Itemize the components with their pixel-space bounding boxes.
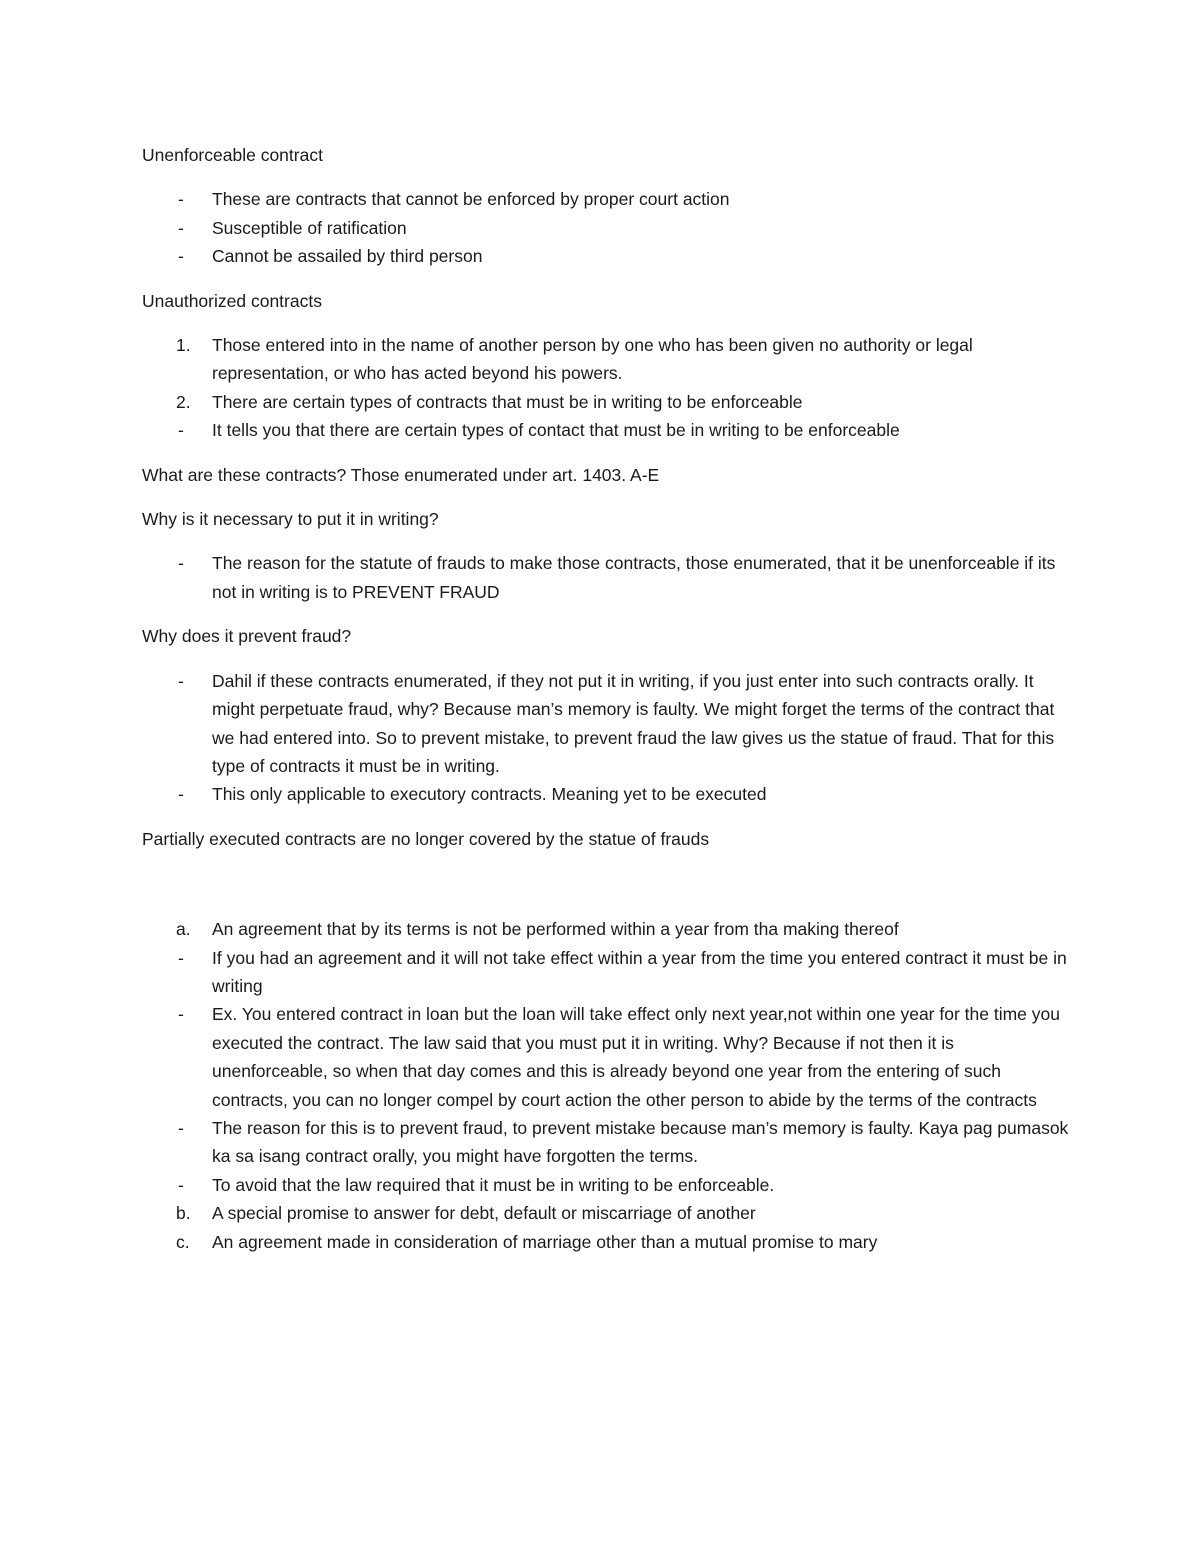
bullet-list (142, 549, 1072, 606)
numbered-list (142, 331, 1072, 445)
list-item (142, 416, 1072, 444)
list-item-text: Dahil if these contracts enumerated, if they not put it in writing, if you just enter into such contracts orally. It might perpetuate fraud, why? Because man’s memory is faulty. We might forget the terms of the contract that we had entered into. So to prevent mistake, to prevent fraud the law gives us the statue of fraud. That for this type of contracts it must be in writing. (212, 670, 1055, 776)
list-item-text: These are contracts that cannot be enforced by proper court action (212, 189, 730, 210)
list-item-text: Ex. You entered contract in loan but the loan will take effect only next year,not within one year for the time you executed the contract. The law said that you must put it in writing. Why? Because if not then it is unenforceable, so when that day comes and this is already beyond one year from the entering of such contracts, you can no longer compel by court action the other person to abide by the terms of the contracts (212, 1004, 1060, 1110)
list-item (142, 331, 1072, 388)
list-item-text: Cannot be assailed by third person (212, 246, 483, 267)
list-item (142, 915, 1072, 943)
list-marker: - (178, 784, 184, 805)
list-marker: - (178, 553, 184, 574)
list-item-text: It tells you that there are certain types of contact that must be in writing to be enforceable (212, 420, 900, 441)
list-item-text: A special promise to answer for debt, default or miscarriage of another (212, 1203, 756, 1224)
section-heading: Unenforceable contract (142, 145, 323, 165)
blank-space (142, 869, 1072, 915)
list-item-text: To avoid that the law required that it must be in writing to be enforceable. (212, 1174, 775, 1195)
list-marker: 2. (176, 391, 191, 412)
list-item (142, 1228, 1072, 1256)
list-marker: - (178, 1174, 184, 1195)
list-item (142, 242, 1072, 270)
list-item-text: There are certain types of contracts that must be in writing to be enforceable (212, 391, 803, 412)
list-item (142, 388, 1072, 416)
list-item (142, 214, 1072, 242)
list-item-text: Those entered into in the name of another person by one who has been given no authority or legal representation, or who has acted beyond his powers. (212, 335, 973, 384)
list-marker: a. (176, 919, 191, 940)
list-item (142, 185, 1072, 213)
list-item (142, 1000, 1072, 1114)
list-item (142, 1114, 1072, 1171)
list-item (142, 1199, 1072, 1227)
list-item (142, 780, 1072, 808)
list-marker: - (178, 670, 184, 691)
list-marker: - (178, 420, 184, 441)
list-marker: - (178, 947, 184, 968)
list-marker: - (178, 246, 184, 267)
list-item (142, 944, 1072, 1001)
list-item (142, 1171, 1072, 1199)
list-item-text: This only applicable to executory contracts. Meaning yet to be executed (212, 784, 767, 805)
list-marker: - (178, 1004, 184, 1025)
lettered-list (142, 915, 1072, 1256)
section-heading: Partially executed contracts are no longer covered by the statue of frauds (142, 828, 710, 849)
document-body (142, 141, 1072, 1272)
section-heading: Unauthorized contracts (142, 290, 322, 311)
list-marker: c. (176, 1231, 190, 1252)
list-marker: 1. (176, 335, 191, 356)
section-heading: Why is it necessary to put it in writing? (142, 509, 439, 530)
list-item (142, 667, 1072, 781)
list-marker: - (178, 189, 184, 210)
bullet-list (142, 185, 1072, 270)
list-marker: b. (176, 1203, 191, 1224)
list-item (142, 549, 1072, 606)
section-heading: Why does it prevent fraud? (142, 626, 352, 647)
list-item-text: An agreement made in consideration of marriage other than a mutual promise to mary (212, 1231, 878, 1252)
list-item-text: The reason for the statute of frauds to make those contracts, those enumerated, that it be unenforceable if its not in writing is to PREVENT FRAUD (212, 553, 1056, 602)
list-marker: - (178, 1117, 184, 1138)
list-item-text: If you had an agreement and it will not take effect within a year from the time you entered contract it must be in writing (212, 947, 1067, 996)
list-marker: - (178, 217, 184, 238)
bullet-list (142, 667, 1072, 809)
section-heading: What are these contracts? Those enumerated under art. 1403. A-E (142, 464, 660, 485)
list-item-text: The reason for this is to prevent fraud, to prevent mistake because man’s memory is faulty. Kaya pag pumasok ka sa isang contract orally, you might have forgotten the terms. (212, 1117, 1069, 1167)
list-item-text: An agreement that by its terms is not be performed within a year from tha making thereof (212, 919, 899, 940)
list-item-text: Susceptible of ratification (212, 217, 407, 238)
